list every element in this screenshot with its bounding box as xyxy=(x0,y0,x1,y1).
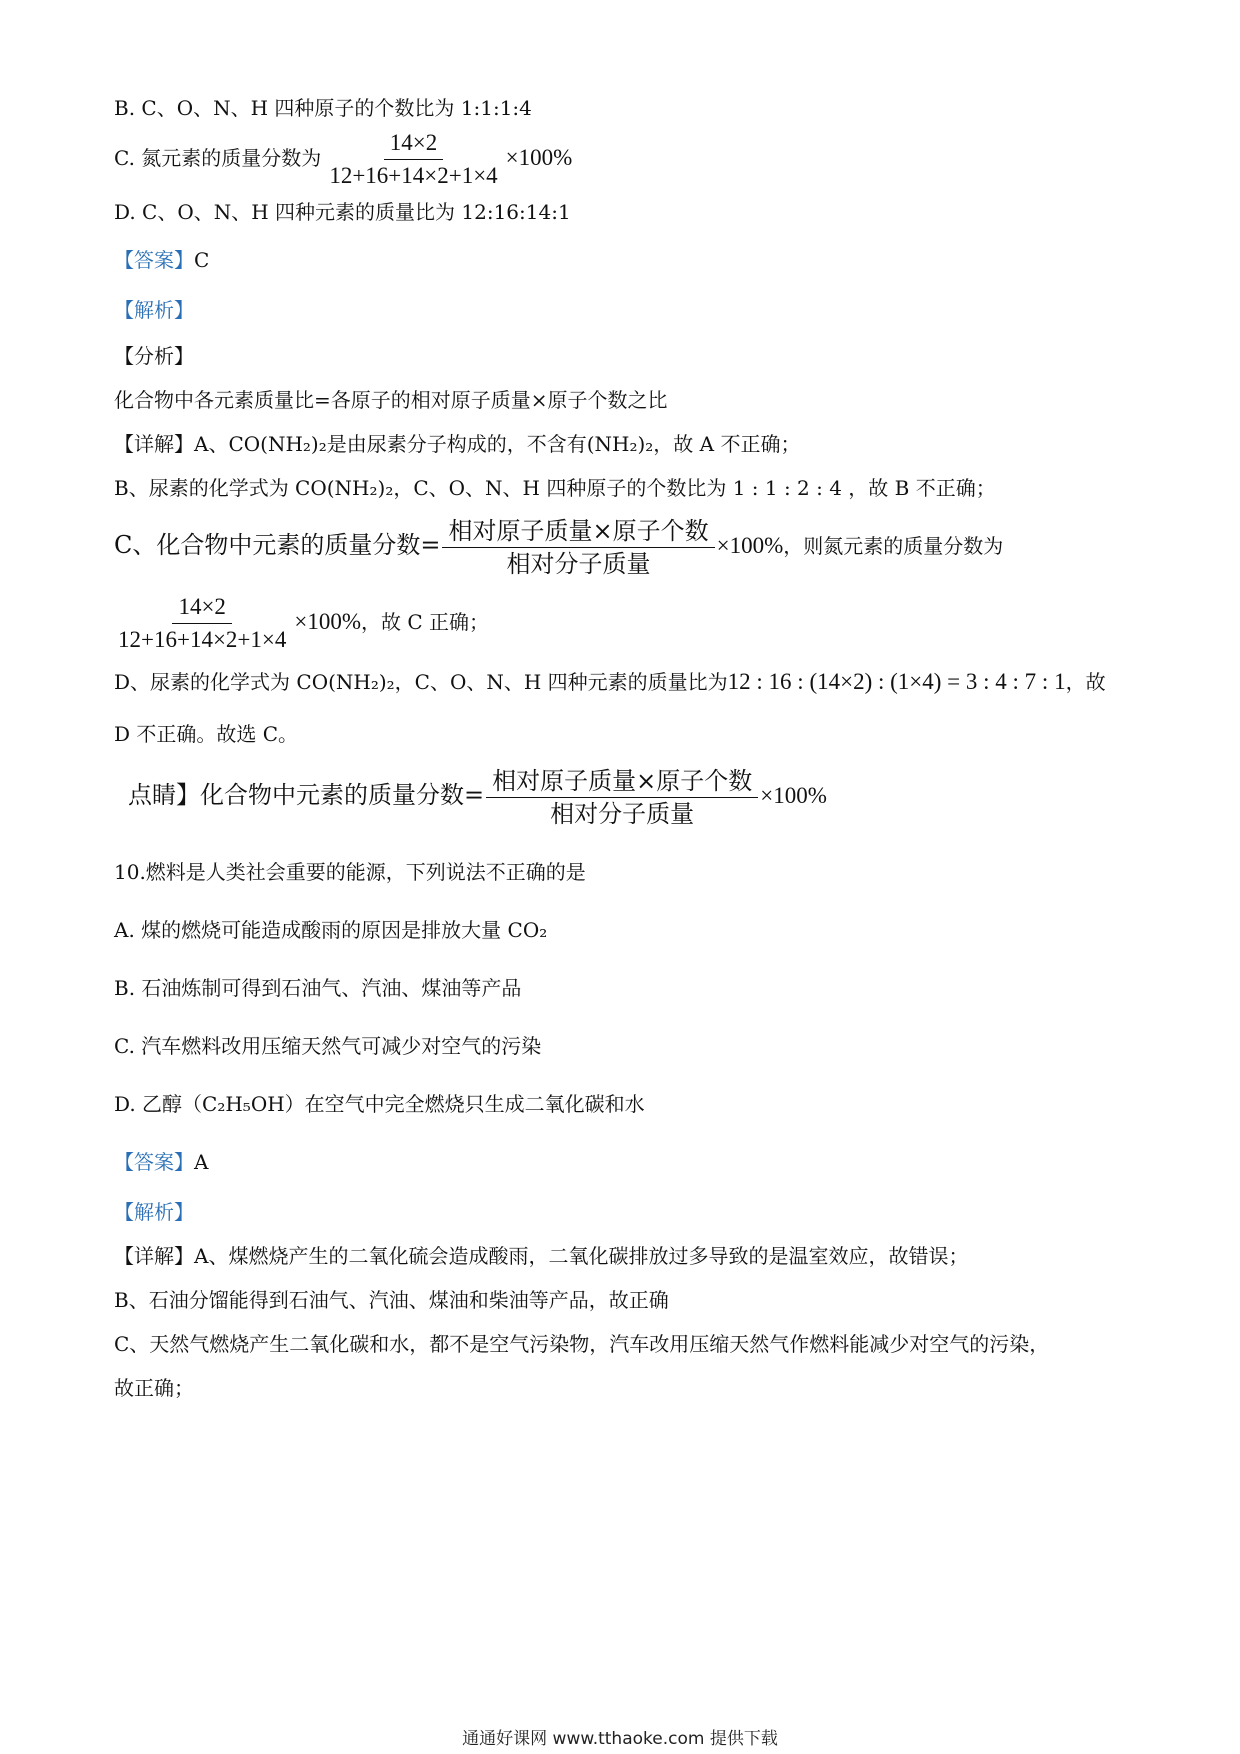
q9-option-c-suffix: ×100% xyxy=(505,145,573,170)
q9-dianjing-denominator: 相对分子质量 xyxy=(550,800,695,828)
q9-fenxi-text: 化合物中各元素质量比=各原子的相对原子质量×原子个数之比 xyxy=(114,388,668,412)
q9-answer-tag: 【答案】 xyxy=(114,248,194,272)
q9-detail-d xyxy=(114,668,1106,696)
q9-detail-c2 xyxy=(110,592,489,655)
q10-detail-c2: 故正确； xyxy=(114,1376,194,1400)
q10-answer-value: A xyxy=(194,1150,209,1174)
q9-option-c-fraction xyxy=(323,128,503,191)
q10-option-c: C. 汽车燃料改用压缩天然气可减少对空气的污染 xyxy=(114,1034,542,1058)
q10-jiexi-tag: 【解析】 xyxy=(114,1200,194,1224)
q9-dianjing-numerator: 相对原子质量×原子个数 xyxy=(486,766,758,798)
q9-detail-d-line2: D 不正确。故选 C。 xyxy=(114,722,299,746)
q9-detail-c xyxy=(114,516,1003,579)
q9-detail-c-fraction xyxy=(442,516,714,579)
q9-option-c-prefix: C. 氮元素的质量分数为 xyxy=(114,146,322,170)
q10-option-a: A. 煤的燃烧可能造成酸雨的原因是排放大量 CO₂ xyxy=(114,918,548,942)
q9-detail-a: 【详解】A、CO(NH₂)₂是由尿素分子构成的，不含有(NH₂)₂，故 A 不正确； xyxy=(114,432,801,456)
q10-detail-a: 【详解】A、煤燃烧产生的二氧化硫会造成酸雨，二氧化碳排放过多导致的是温室效应，故错误； xyxy=(114,1244,969,1268)
q9-option-c xyxy=(114,128,572,191)
q9-detail-c2-fraction xyxy=(112,592,292,655)
q9-answer-value: C xyxy=(194,248,210,272)
q9-answer xyxy=(114,246,209,274)
q9-detail-c-tail: ，则氮元素的质量分数为 xyxy=(783,534,1004,558)
q9-detail-c2-numerator: 14×2 xyxy=(172,592,231,624)
q9-detail-d-prefix: D、尿素的化学式为 CO(NH₂)₂，C、O、N、H 四种元素的质量比为 xyxy=(114,670,728,694)
q9-detail-c2-suffix: ×100% xyxy=(294,609,361,634)
q9-fenxi-tag: 【分析】 xyxy=(114,344,194,368)
q10-answer-tag: 【答案】 xyxy=(114,1150,194,1174)
q9-dianjing-prefix: 点睛】化合物中元素的质量分数= xyxy=(128,781,485,809)
q10-option-d: D. 乙醇（C₂H₅OH）在空气中完全燃烧只生成二氧化碳和水 xyxy=(114,1092,645,1116)
q9-detail-b: B、尿素的化学式为 CO(NH₂)₂，C、O、N、H 四种原子的个数比为 1 : 1 : 2 : 4 ，故 B 不正确； xyxy=(114,476,996,500)
page-footer: 通通好课网 www.tthaoke.com 提供下载 xyxy=(462,1729,778,1749)
q9-detail-d-tail: ，故 xyxy=(1065,670,1106,694)
q9-dianjing-suffix: ×100% xyxy=(760,783,827,808)
q9-detail-c-numerator: 相对原子质量×原子个数 xyxy=(442,516,714,548)
q9-jiexi-tag: 【解析】 xyxy=(114,298,194,322)
q10-option-b: B. 石油炼制可得到石油气、汽油、煤油等产品 xyxy=(114,976,522,1000)
q9-detail-c-prefix: C、化合物中元素的质量分数= xyxy=(114,531,441,559)
q10-detail-c: C、天然气燃烧产生二氧化碳和水，都不是空气污染物，汽车改用压缩天然气作燃料能减少对空气的污染， xyxy=(114,1332,1050,1356)
q10-question: 10.燃料是人类社会重要的能源，下列说法不正确的是 xyxy=(114,860,586,884)
q10-detail-b: B、石油分馏能得到石油气、汽油、煤油和柴油等产品，故正确 xyxy=(114,1288,669,1312)
q9-detail-c2-tail: ，故 C 正确； xyxy=(361,610,490,634)
q9-option-c-denominator: 12+16+14×2+1×4 xyxy=(329,163,498,188)
q9-detail-c-denominator: 相对分子质量 xyxy=(506,550,651,578)
q9-dianjing xyxy=(128,766,827,829)
q9-option-d: D. C、O、N、H 四种元素的质量比为 12:16:14:1 xyxy=(114,200,571,224)
q9-dianjing-fraction xyxy=(486,766,758,829)
q9-option-b: B. C、O、N、H 四种原子的个数比为 1:1:1:4 xyxy=(114,96,532,120)
q10-answer xyxy=(114,1148,208,1176)
q9-option-c-numerator: 14×2 xyxy=(384,128,443,160)
q9-detail-c2-denominator: 12+16+14×2+1×4 xyxy=(118,627,287,652)
q9-detail-c-suffix: ×100% xyxy=(716,533,784,558)
q9-detail-d-math: 12 : 16 : (14×2) : (1×4) = 3 : 4 : 7 : 1 xyxy=(727,669,1066,694)
